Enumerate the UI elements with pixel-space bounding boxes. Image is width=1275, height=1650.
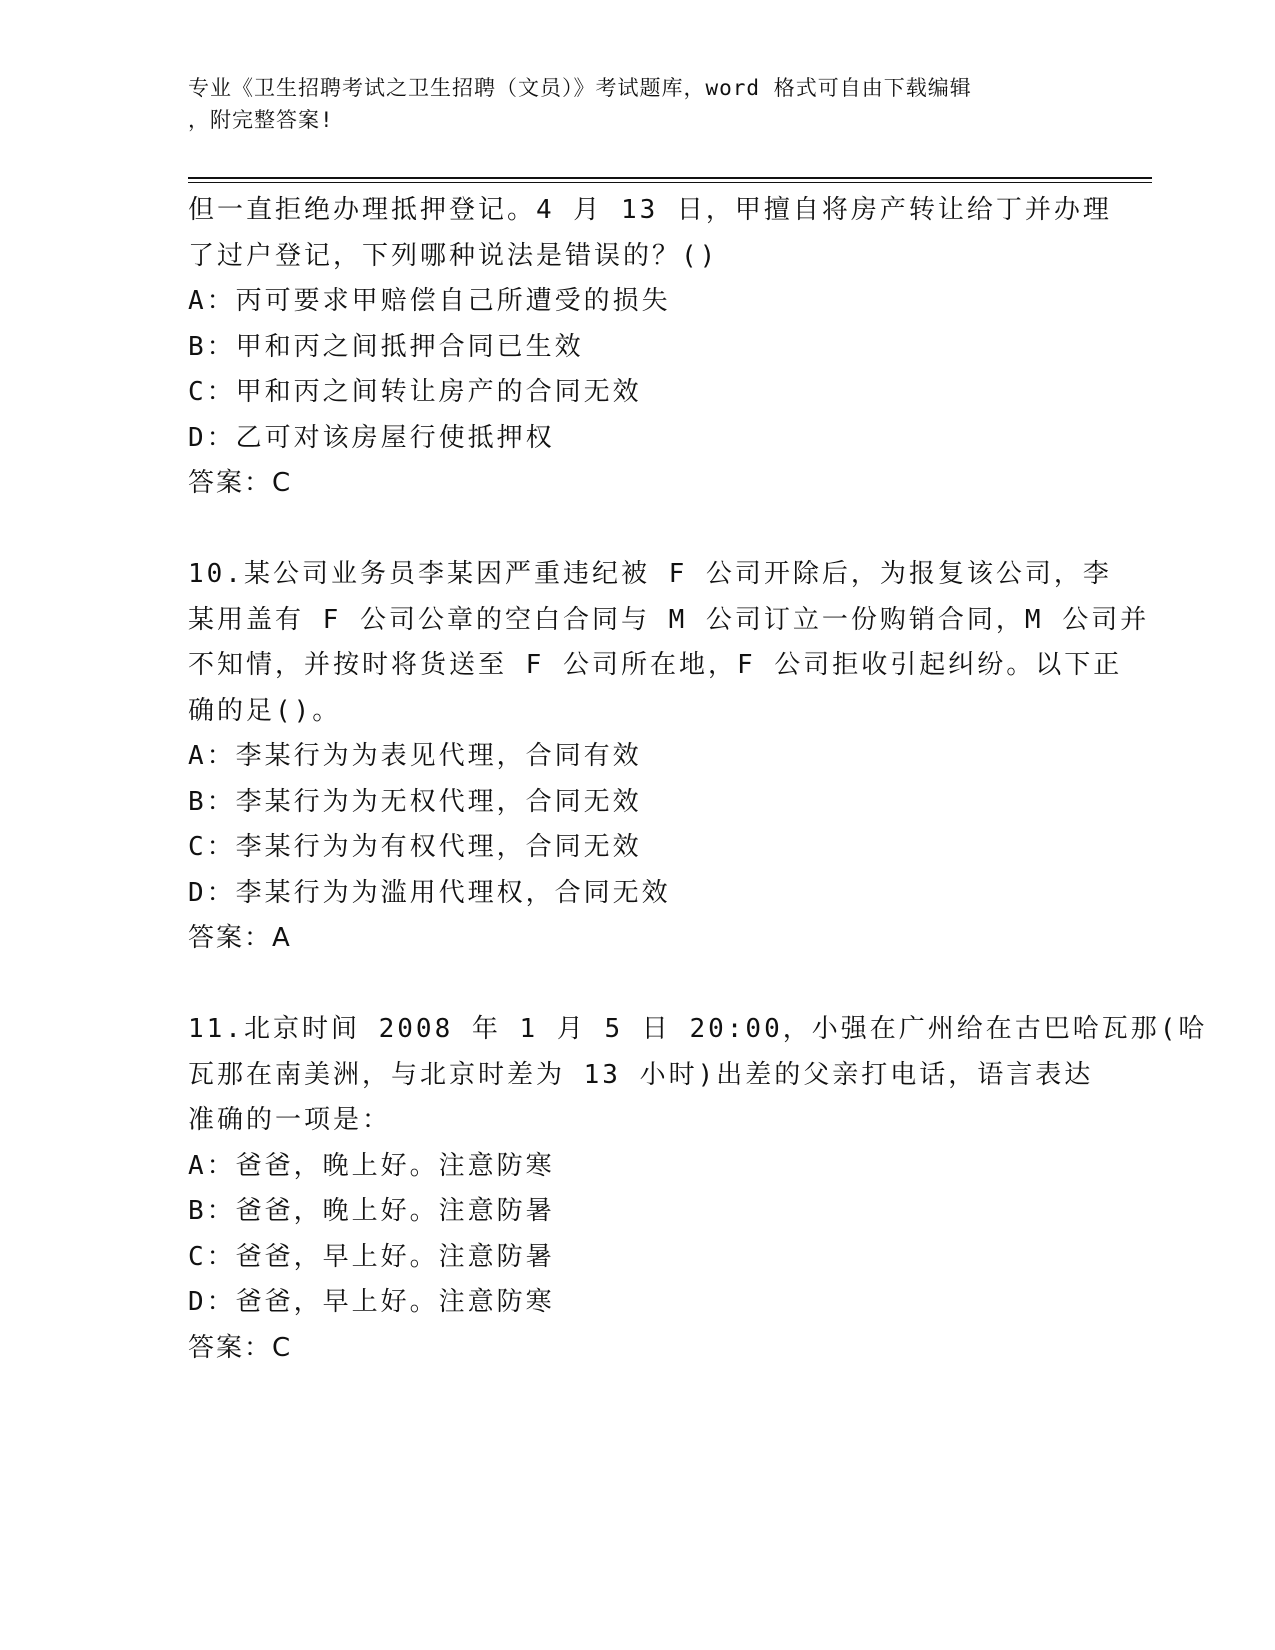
header-divider-thick bbox=[188, 177, 1152, 179]
question-11-option-c: C：爸爸，早上好。注意防暑 bbox=[188, 1241, 555, 1272]
question-10-stem-line-4: 确的足()。 bbox=[188, 695, 342, 726]
question-10-option-c: C：李某行为为有权代理，合同无效 bbox=[188, 832, 642, 862]
header-line-1: 专业《卫生招聘考试之卫生招聘（文员）》考试题库，word 格式可自由下载编辑 bbox=[188, 76, 972, 100]
question-9-option-b: B：甲和丙之间抵押合同已生效 bbox=[188, 331, 584, 362]
header-divider-thin bbox=[188, 182, 1152, 183]
question-11-option-b: B：爸爸，晚上好。注意防暑 bbox=[188, 1196, 555, 1226]
question-10 bbox=[188, 552, 1150, 962]
question-11-stem-line-2: 瓦那在南美洲，与北京时差为 13 小时)出差的父亲打电话，语言表达 bbox=[188, 1059, 1094, 1090]
question-9-option-c: C：甲和丙之间转让房产的合同无效 bbox=[188, 377, 642, 407]
question-content bbox=[188, 188, 1208, 1371]
question-10-stem-line-3: 不知情，并按时将货送至 F 公司所在地，F 公司拒收引起纠纷。以下正 bbox=[188, 650, 1123, 680]
question-11-stem-line-3: 准确的一项是： bbox=[188, 1105, 392, 1135]
question-11-answer: 答案：C bbox=[188, 1332, 293, 1363]
question-11-stem-line-1: 11.北京时间 2008 年 1 月 5 日 20:00，小强在广州给在古巴哈瓦那(哈 bbox=[188, 1014, 1208, 1044]
question-10-stem-line-1: 10.某公司业务员李某因严重违纪被 F 公司开除后，为报复该公司，李 bbox=[188, 559, 1112, 589]
question-9-option-d: D：乙可对该房屋行使抵押权 bbox=[188, 422, 555, 453]
spacer bbox=[188, 507, 1088, 553]
question-9 bbox=[188, 188, 1112, 507]
question-9-stem-line-2: 了过户登记，下列哪种说法是错误的？() bbox=[188, 240, 719, 271]
document-header bbox=[188, 72, 1088, 136]
question-11-option-a: A：爸爸，晚上好。注意防寒 bbox=[188, 1150, 555, 1181]
question-11 bbox=[188, 1007, 1208, 1371]
question-11-option-d: D：爸爸，早上好。注意防寒 bbox=[188, 1287, 555, 1317]
spacer bbox=[188, 962, 1088, 1008]
question-10-option-b: B：李某行为为无权代理，合同无效 bbox=[188, 786, 642, 817]
question-10-stem-line-2: 某用盖有 F 公司公章的空白合同与 M 公司订立一份购销合同，M 公司并 bbox=[188, 604, 1150, 635]
question-10-option-a: A：李某行为为表见代理，合同有效 bbox=[188, 741, 642, 771]
question-10-answer: 答案：A bbox=[188, 923, 292, 953]
question-9-answer: 答案：C bbox=[188, 468, 293, 498]
question-10-option-d: D：李某行为为滥用代理权，合同无效 bbox=[188, 877, 671, 908]
question-9-option-a: A：丙可要求甲赔偿自己所遭受的损失 bbox=[188, 286, 671, 316]
question-9-stem-line-1: 但一直拒绝办理抵押登记。4 月 13 日，甲擅自将房产转让给丁并办理 bbox=[188, 195, 1112, 225]
header-line-2: ，附完整答案! bbox=[188, 108, 334, 132]
